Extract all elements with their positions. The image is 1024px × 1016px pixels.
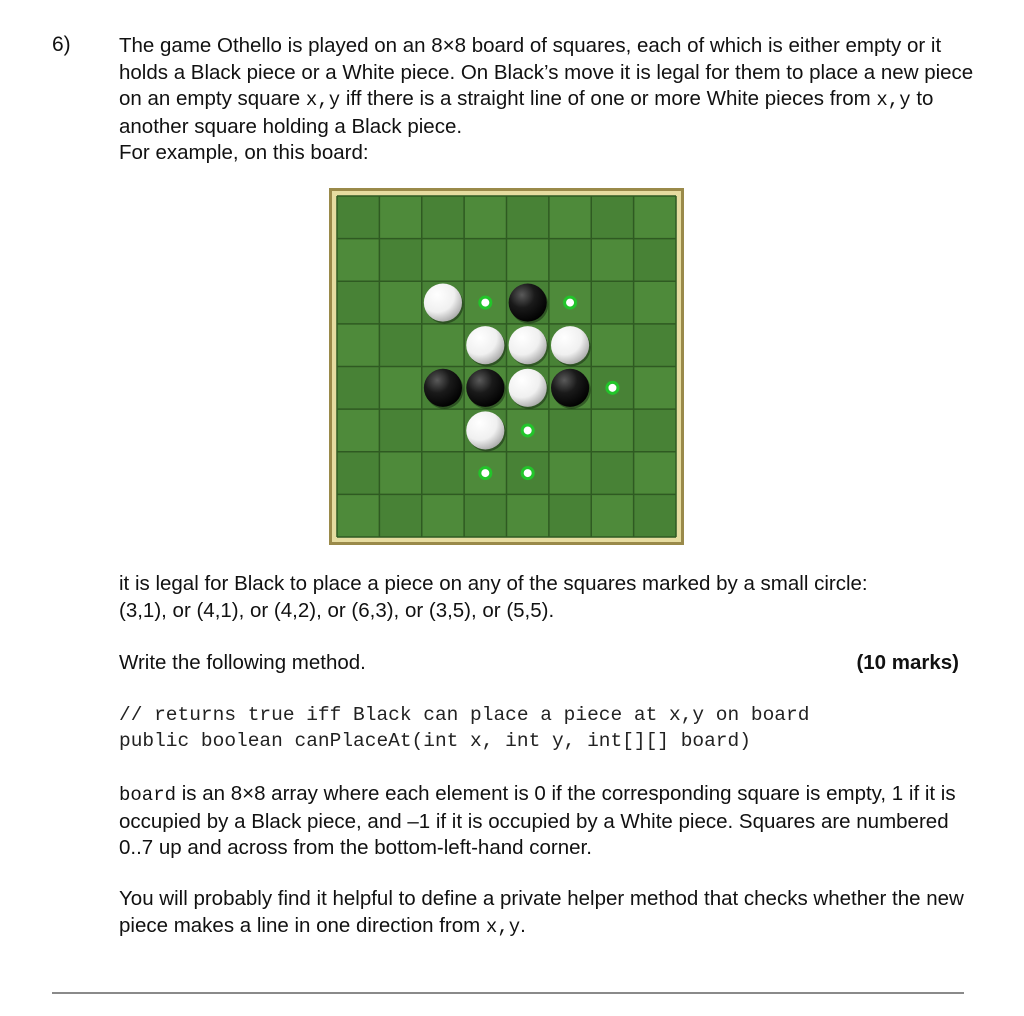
- question-intro: [119, 33, 979, 167]
- board-square: [379, 239, 421, 282]
- board-description-text: is an 8×8 array where each element is 0 if the corresponding square is empty, 1 if it is occupied by a Black piece, and –1 if it is occupied by a White piece. Squares are numbered 0..7 up and across from the bottom-left-hand corner.: [119, 782, 956, 859]
- inline-code-xy-3: x,y: [485, 915, 521, 938]
- write-method-row: [119, 650, 959, 677]
- white-piece: [424, 283, 462, 321]
- intro-text-3: to another square holding a Black piece.: [119, 87, 934, 138]
- legal-move-marker: [480, 468, 491, 479]
- board-square: [549, 239, 591, 282]
- legal-moves-text: [119, 571, 979, 624]
- white-piece: [466, 326, 504, 364]
- black-piece: [424, 369, 462, 407]
- board-square: [337, 367, 379, 410]
- legal-move-marker: [607, 382, 618, 393]
- board-square: [337, 196, 379, 239]
- board-square: [337, 281, 379, 324]
- inline-code-xy-1: x,y: [305, 89, 341, 111]
- white-piece: [509, 326, 547, 364]
- legal-move-marker: [480, 297, 491, 308]
- board-square: [422, 196, 464, 239]
- board-square: [379, 494, 421, 537]
- board-square: [634, 239, 676, 282]
- legal-move-marker: [522, 425, 533, 436]
- board-square: [464, 239, 506, 282]
- white-piece: [509, 369, 547, 407]
- othello-board: [329, 188, 684, 545]
- hint-text-1: You will probably find it helpful to define a private helper method that checks whether the new piece makes a line in one direction from: [119, 887, 964, 937]
- board-description: [119, 781, 979, 862]
- board-square: [634, 409, 676, 452]
- board-square: [591, 452, 633, 495]
- hint-text-2: .: [520, 913, 526, 937]
- board-square: [634, 494, 676, 537]
- inline-code-board: board: [119, 784, 177, 806]
- write-method-label: Write the following method.: [119, 651, 366, 674]
- white-piece: [551, 326, 589, 364]
- othello-board-figure: [329, 188, 684, 545]
- legal-move-marker: [565, 297, 576, 308]
- board-square: [549, 494, 591, 537]
- intro-text-1: The game Othello is played on an 8×8 board of squares, each of which is either empty or it holds a Black piece or a White piece. On Black’s move it is legal for them to place a new piece on an empty square: [119, 34, 974, 110]
- legal-move-marker: [522, 468, 533, 479]
- method-signature-code: [119, 702, 809, 754]
- legal-moves-line-2: (3,1), or (4,1), or (4,2), or (6,3), or (3,5), or (5,5).: [119, 598, 555, 622]
- intro-text-4: For example, on this board:: [119, 141, 369, 164]
- inline-code-xy-2: x,y: [876, 89, 911, 111]
- board-square: [422, 452, 464, 495]
- board-square: [379, 324, 421, 367]
- board-square: [591, 281, 633, 324]
- code-signature-line: public boolean canPlaceAt(int x, int y, int[][] board): [119, 730, 751, 752]
- legal-moves-line-1: it is legal for Black to place a piece on any of the squares marked by a small circle:: [119, 572, 868, 595]
- board-square: [549, 409, 591, 452]
- board-square: [634, 324, 676, 367]
- intro-text-2: iff there is a straight line of one or more White pieces from: [340, 87, 877, 110]
- marks-label: (10 marks): [856, 651, 959, 674]
- page-divider: [52, 992, 964, 994]
- helper-hint: [119, 886, 979, 940]
- black-piece: [551, 369, 589, 407]
- white-piece: [466, 411, 504, 449]
- board-square: [507, 196, 549, 239]
- code-comment-line: // returns true iff Black can place a piece at x,y on board: [119, 704, 810, 726]
- board-square: [379, 409, 421, 452]
- board-square: [591, 196, 633, 239]
- board-square: [464, 494, 506, 537]
- question-number: 6): [52, 33, 71, 56]
- black-piece: [509, 283, 547, 321]
- board-square: [337, 452, 379, 495]
- black-piece: [466, 369, 504, 407]
